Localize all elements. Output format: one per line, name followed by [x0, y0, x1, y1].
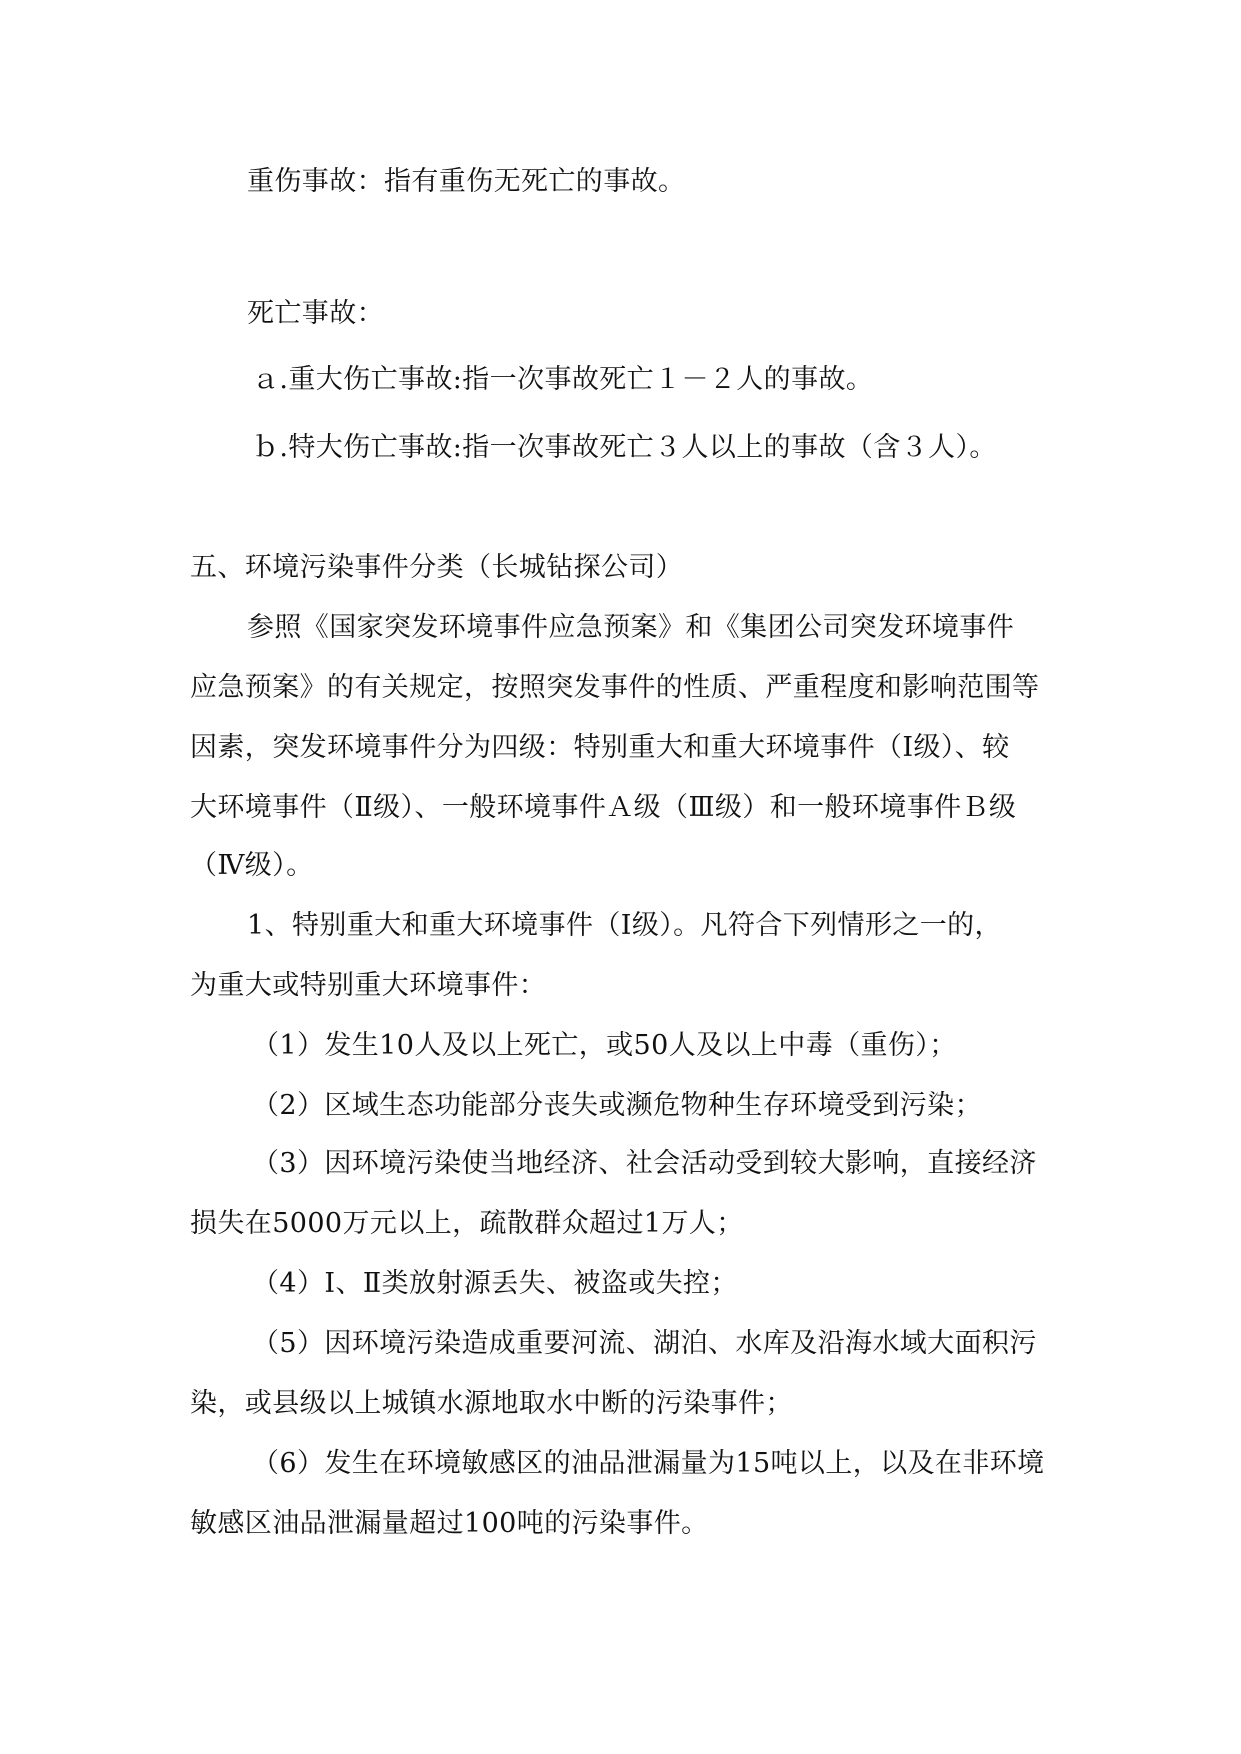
- list-item-5-line-2: 染，或县级以上城镇水源地取水中断的污染事件；: [190, 1388, 793, 1419]
- list-item-3-line-2: 损失在5000万元以上，疏散群众超过1万人；: [190, 1208, 744, 1239]
- list-item-6-line-2: 敏感区油品泄漏量超过100吨的污染事件。: [190, 1508, 709, 1539]
- list-item-5-line-1: （5）因环境污染造成重要河流、湖泊、水库及沿海水域大面积污: [252, 1328, 1037, 1359]
- text-line-reference-4: 大环境事件（Ⅱ级）、一般环境事件Ａ级（Ⅲ级）和一般环境事件Ｂ级: [190, 792, 1017, 823]
- text-line-extra-major-casualty: ｂ.特大伤亡事故:指一次事故死亡３人以上的事故（含３人）。: [252, 432, 997, 463]
- text-line-major-casualty: ａ.重大伤亡事故:指一次事故死亡１－２人的事故。: [252, 364, 874, 395]
- section-heading: 五、环境污染事件分类（长城钻探公司）: [190, 552, 684, 583]
- list-item-4: （4）Ⅰ、Ⅱ类放射源丢失、被盗或失控；: [252, 1268, 738, 1299]
- text-line-level-1-1: 1、特别重大和重大环境事件（Ⅰ级）。凡符合下列情形之一的，: [247, 910, 1002, 941]
- text-line-serious-injury: 重伤事故：指有重伤无死亡的事故。: [247, 166, 686, 197]
- text-line-reference-1: 参照《国家突发环境事件应急预案》和《集团公司突发环境事件: [247, 612, 1015, 643]
- list-item-2: （2）区域生态功能部分丧失或濒危物种生存环境受到污染；: [252, 1090, 982, 1121]
- text-line-reference-2: 应急预案》的有关规定，按照突发事件的性质、严重程度和影响范围等: [190, 672, 1040, 703]
- list-item-3-line-1: （3）因环境污染使当地经济、社会活动受到较大影响，直接经济: [252, 1148, 1037, 1179]
- text-line-death-accident-heading: 死亡事故：: [247, 298, 384, 329]
- text-line-reference-5: （Ⅳ级）。: [190, 850, 314, 881]
- text-line-level-1-2: 为重大或特别重大环境事件：: [190, 970, 547, 1001]
- list-item-1: （1）发生10人及以上死亡，或50人及以上中毒（重伤）；: [252, 1030, 957, 1061]
- list-item-6-line-1: （6）发生在环境敏感区的油品泄漏量为15吨以上，以及在非环境: [252, 1448, 1045, 1479]
- text-line-reference-3: 因素，突发环境事件分为四级：特别重大和重大环境事件（Ⅰ级）、较: [190, 732, 1010, 763]
